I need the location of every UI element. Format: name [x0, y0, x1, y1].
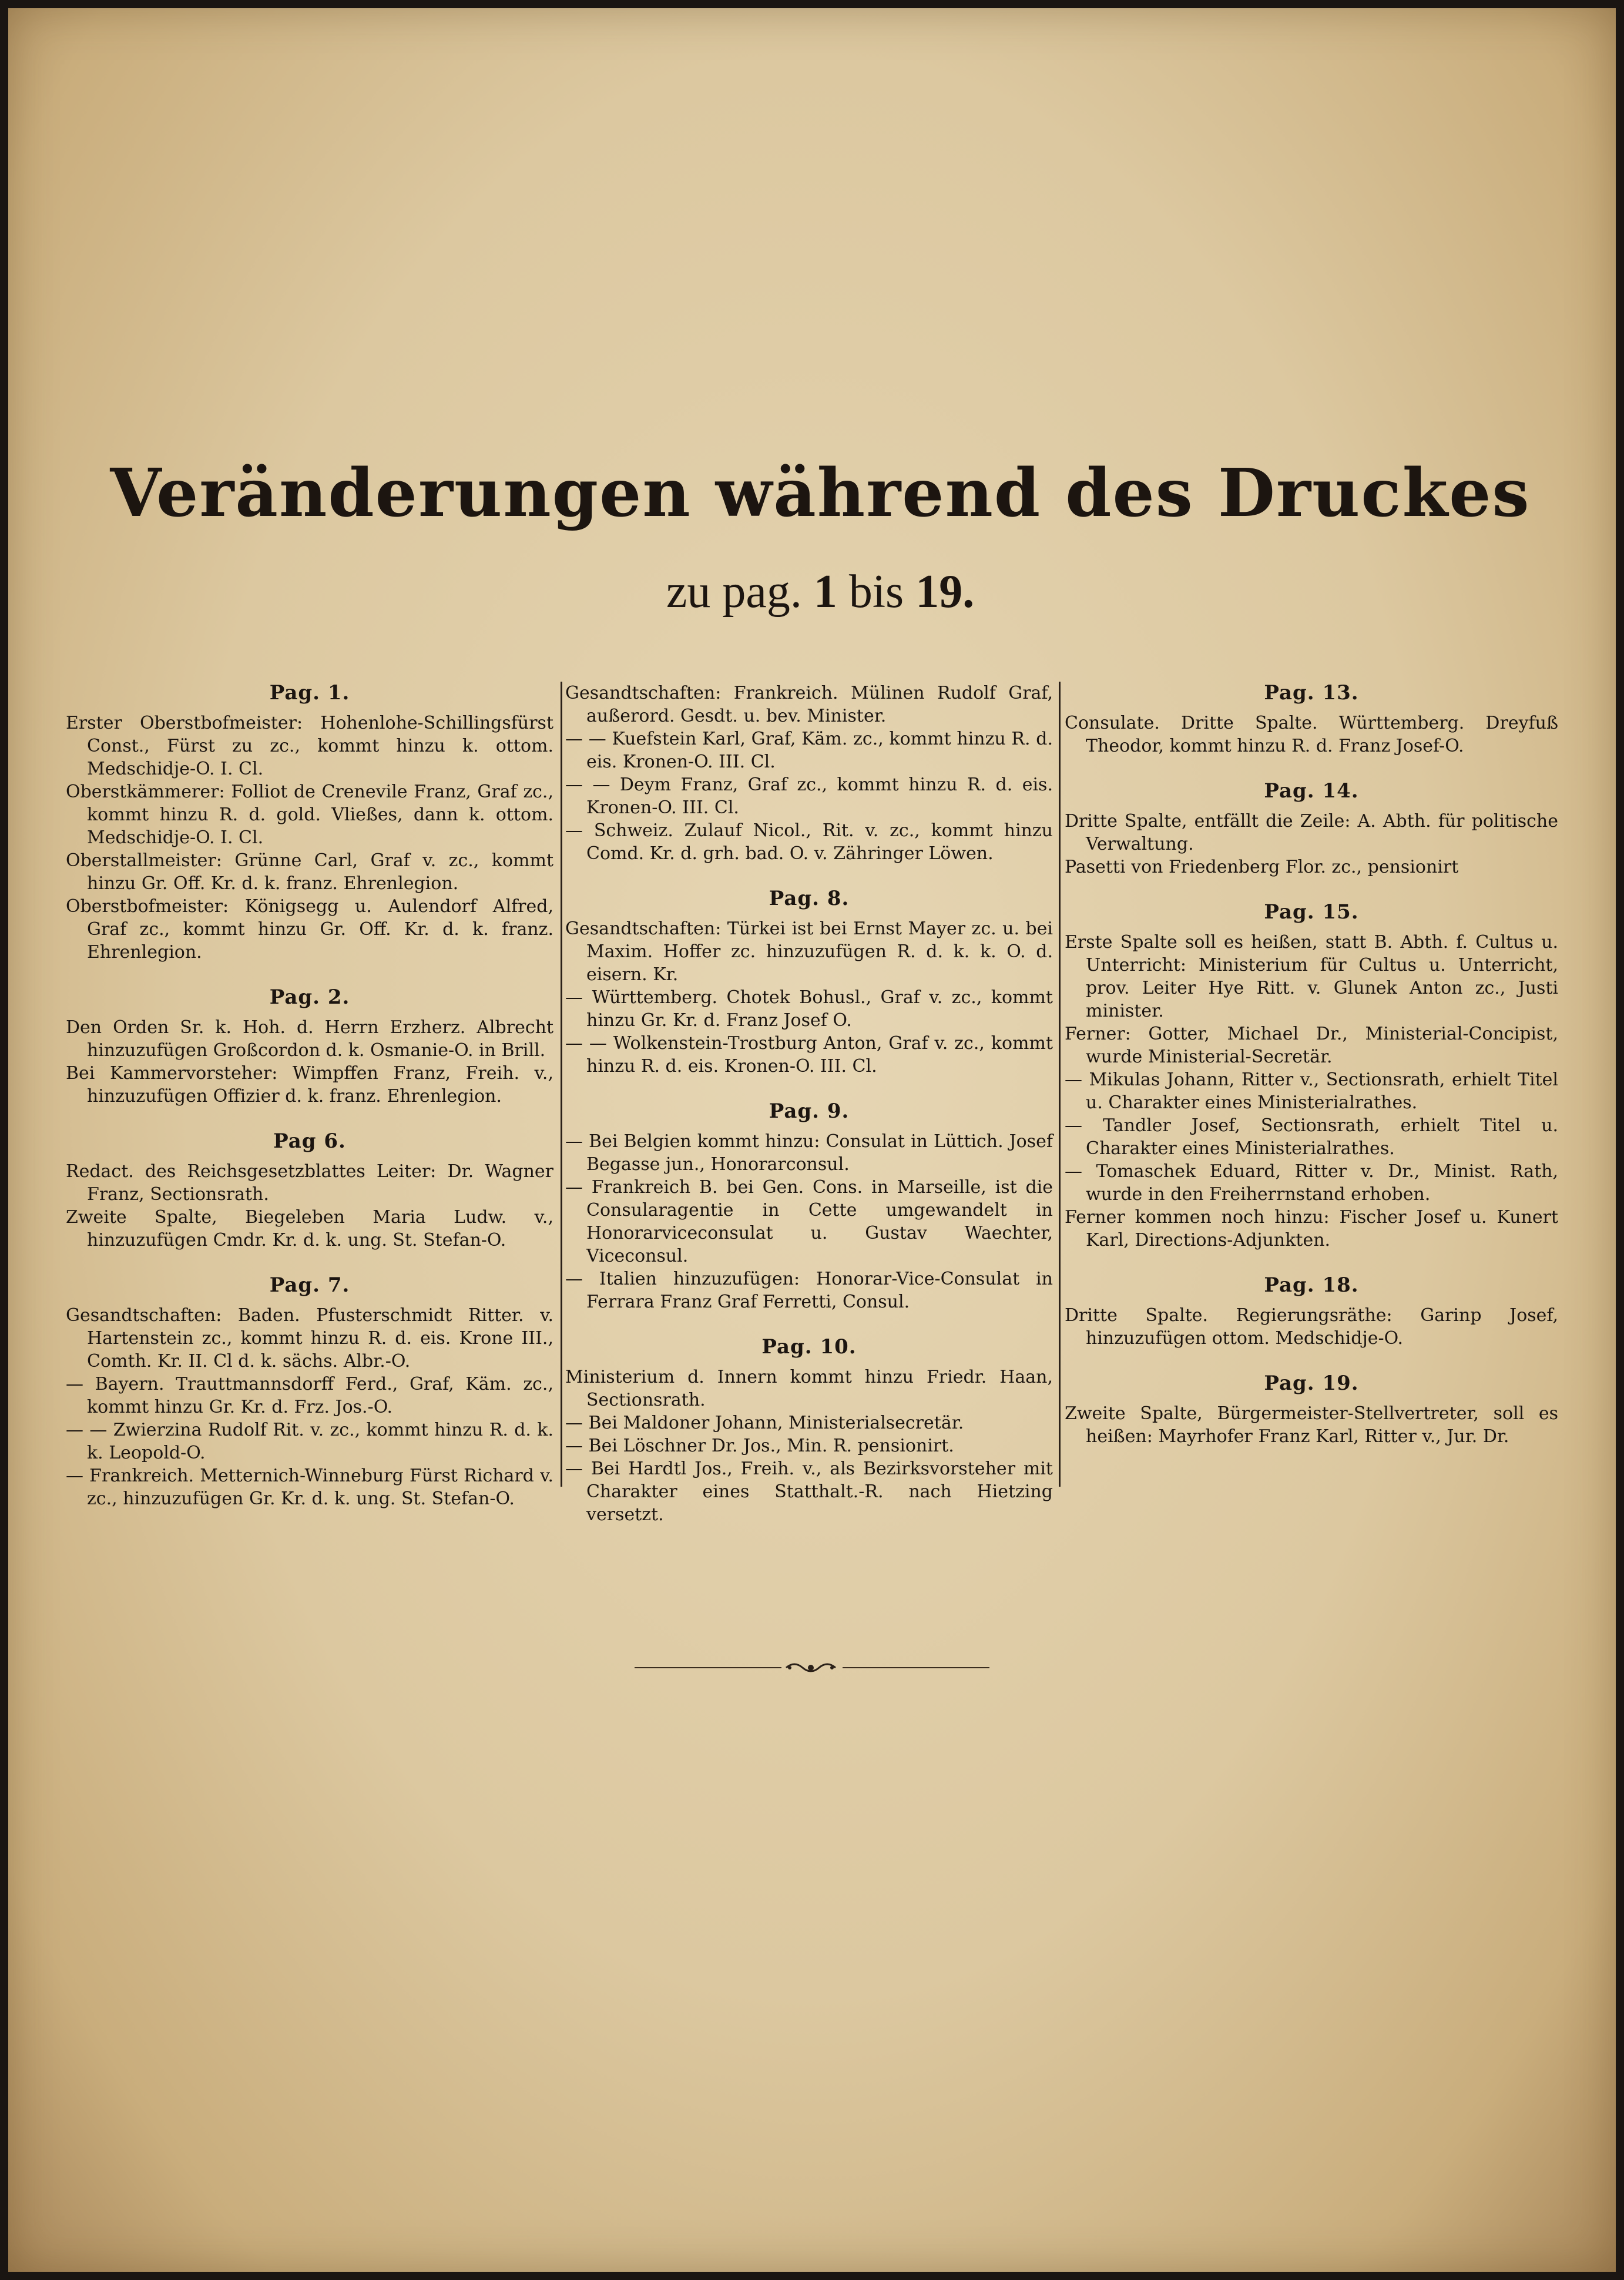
section-heading: Pag. 19.	[1264, 1372, 1359, 1395]
entry-text: — Bei Löschner Dr. Jos., Min. R. pensionirt.	[565, 1436, 954, 1456]
section-gap	[66, 1108, 553, 1130]
section-gap	[66, 1252, 553, 1274]
entry-text: — Frankreich B. bei Gen. Cons. in Marseille, ist die Consularagentie in Cette umgewandelt in Honorarviceconsulat u. Gustav Waechter, Viceconsul.	[565, 1177, 1053, 1266]
subtitle-to: 19.	[915, 566, 975, 618]
entry-text: — Italien hinzuzufügen: Honorar-Vice-Consulat in Ferrara Franz Graf Ferretti, Consul.	[565, 1269, 1053, 1312]
section-gap	[1065, 879, 1558, 901]
entry-text: — Frankreich. Metternich-Winneburg Fürst Richard v. zc., hinzuzufügen Gr. Kr. d. k. ung. St. Stefan-O.	[66, 1466, 553, 1509]
entry-text: — Württemberg. Chotek Bohusl., Graf v. zc., kommt hinzu Gr. Kr. d. Franz Josef O.	[565, 987, 1053, 1031]
entry-text: Oberstallmeister: Grünne Carl, Graf v. zc., kommt hinzu Gr. Off. Kr. d. k. franz. Ehrenlegion.	[66, 850, 553, 894]
entry-text: — — Kuefstein Karl, Graf, Käm. zc., kommt hinzu R. d. eis. Kronen-O. III. Cl.	[565, 729, 1053, 772]
entry-text: Ferner: Gotter, Michael Dr., Ministerial-Concipist, wurde Ministerial-Secretär.	[1065, 1024, 1558, 1067]
entry-text: Den Orden Sr. k. Hoh. d. Herrn Erzherz. Albrecht hinzuzufügen Großcordon d. k. Osmanie-O. in Brill.	[66, 1017, 553, 1061]
section-heading: Pag. 18.	[1264, 1273, 1359, 1297]
page-subtitle	[8, 565, 1616, 619]
subtitle-mid: bis	[848, 566, 904, 618]
section-heading: Pag. 7.	[269, 1273, 350, 1297]
section-gap	[1065, 1350, 1558, 1372]
entry-text: Redact. des Reichsgesetzblattes Leiter: Dr. Wagner Franz, Sectionsrath.	[66, 1161, 553, 1205]
entry-text: — Schweiz. Zulauf Nicol., Rit. v. zc., kommt hinzu Comd. Kr. d. grh. bad. O. v. Zähringer Löwen.	[565, 820, 1053, 864]
entry-text: Zweite Spalte, Bürgermeister-Stellvertreter, soll es heißen: Mayrhofer Franz Karl, Ritter v., Jur. Dr.	[1065, 1403, 1558, 1447]
section-gap	[565, 1313, 1053, 1336]
entry-text: Oberstbofmeister: Königsegg u. Aulendorf Alfred, Graf zc., kommt hinzu Gr. Off. Kr. d. k. franz. Ehrenlegion.	[66, 896, 553, 963]
section-heading: Pag. 14.	[1264, 779, 1359, 803]
entry-text: — Bei Belgien kommt hinzu: Consulat in Lüttich. Josef Begasse jun., Honorarconsul.	[565, 1131, 1053, 1175]
entry-text: Gesandtschaften: Frankreich. Mülinen Rudolf Graf, außerord. Gesdt. u. bev. Minister.	[565, 683, 1053, 726]
entry-text: Erste Spalte soll es heißen, statt B. Abth. f. Cultus u. Unterricht: Ministerium für Cultus u. Unterricht, prov. Leiter Hye Ritt. v. Glunek Anton zc., Justi minister.	[1065, 932, 1558, 1021]
entry-text: — — Zwierzina Rudolf Rit. v. zc., kommt hinzu R. d. k. k. Leopold-O.	[66, 1420, 553, 1463]
column-3	[1065, 682, 1558, 1493]
entry-text: — — Deym Franz, Graf zc., kommt hinzu R. d. eis. Kronen-O. III. Cl.	[565, 774, 1053, 818]
entry-text: Pasetti von Friedenberg Flor. zc., pensionirt	[1065, 857, 1459, 877]
columns	[66, 681, 1558, 1525]
entry-text: — Tandler Josef, Sectionsrath, erhielt Titel u. Charakter eines Ministerialrathes.	[1065, 1115, 1558, 1159]
entry-text: Ministerium d. Innern kommt hinzu Friedr. Haan, Sectionsrath.	[565, 1367, 1053, 1410]
column-2	[565, 682, 1053, 1525]
entry-text: — Mikulas Johann, Ritter v., Sectionsrath, erhielt Titel u. Charakter eines Ministerialrathes.	[1065, 1069, 1558, 1113]
entry-text: Bei Kammervorsteher: Wimpffen Franz, Freih. v., hinzuzufügen Offizier d. k. franz. Ehrenlegion.	[66, 1063, 553, 1107]
entry-text: — — Wolkenstein-Trostburg Anton, Graf v. zc., kommt hinzu R. d. eis. Kronen-O. III. Cl.	[565, 1033, 1053, 1077]
ornament-divider	[635, 1656, 989, 1679]
entry-text: Dritte Spalte, entfällt die Zeile: A. Abth. für politische Verwaltung.	[1065, 811, 1558, 854]
section-gap	[66, 964, 553, 986]
entry-text: Consulate. Dritte Spalte. Württemberg. Dreyfuß Theodor, kommt hinzu R. d. Franz Josef-O.	[1065, 713, 1558, 756]
section-heading: Pag. 13.	[1264, 681, 1359, 705]
column-divider	[561, 682, 562, 1487]
entry-text: — Tomaschek Eduard, Ritter v. Dr., Minist. Rath, wurde in den Freiherrnstand erhoben.	[1065, 1161, 1558, 1205]
entry-text: Dritte Spalte. Regierungsräthe: Garinp Josef, hinzuzufügen ottom. Medschidje-O.	[1065, 1305, 1558, 1349]
entry-text: Ferner kommen noch hinzu: Fischer Josef u. Kunert Karl, Directions-Adjunkten.	[1065, 1207, 1558, 1250]
section-gap	[1065, 1252, 1558, 1274]
section-gap	[1065, 757, 1558, 780]
column-1	[66, 681, 553, 1509]
entry-text: — Bei Hardtl Jos., Freih. v., als Bezirksvorsteher mit Charakter eines Statthalt.-R. nach Hietzing versetzt.	[565, 1458, 1053, 1525]
section-heading: Pag. 1.	[269, 681, 350, 705]
column-divider	[1059, 682, 1061, 1487]
subtitle-prefix: zu pag.	[666, 566, 802, 618]
entry-text: — Bei Maldoner Johann, Ministerialsecretär.	[565, 1413, 964, 1433]
section-heading: Pag. 15.	[1264, 900, 1359, 924]
section-heading: Pag. 9.	[769, 1099, 850, 1123]
entry-text: — Bayern. Trauttmannsdorff Ferd., Graf, Käm. zc., kommt hinzu Gr. Kr. d. Frz. Jos.-O.	[66, 1374, 553, 1417]
section-gap	[565, 1078, 1053, 1100]
subtitle-from: 1	[813, 566, 837, 618]
entry-text: Gesandtschaften: Baden. Pfusterschmidt Ritter. v. Hartenstein zc., kommt hinzu R. d. eis. Krone III., Comth. Kr. II. Cl d. k. sächs. Albr.-O.	[66, 1305, 553, 1372]
page-title: Veränderungen während des Druckes	[110, 455, 1531, 532]
entry-text: Oberstkämmerer: Folliot de Crenevile Franz, Graf zc., kommt hinzu R. d. gold. Vließes, dann k. ottom. Medschidje-O. I. Cl.	[66, 782, 553, 848]
entry-text: Zweite Spalte, Biegeleben Maria Ludw. v., hinzuzufügen Cmdr. Kr. d. k. ung. St. Stefan-O.	[66, 1207, 553, 1250]
section-heading: Pag 6.	[273, 1129, 346, 1153]
section-heading: Pag. 10.	[761, 1335, 857, 1359]
section-heading: Pag. 2.	[269, 985, 350, 1009]
entry-text: Gesandtschaften: Türkei ist bei Ernst Mayer zc. u. bei Maxim. Hoffer zc. hinzuzufügen R. d. k. k. O. d. eisern. Kr.	[565, 918, 1053, 985]
entry-text: Erster Oberstbofmeister: Hohenlohe-Schillingsfürst Const., Fürst zu zc., kommt hinzu k. ottom. Medschidje-O. I. Cl.	[66, 713, 553, 779]
section-gap	[565, 865, 1053, 887]
section-heading: Pag. 8.	[769, 887, 850, 910]
